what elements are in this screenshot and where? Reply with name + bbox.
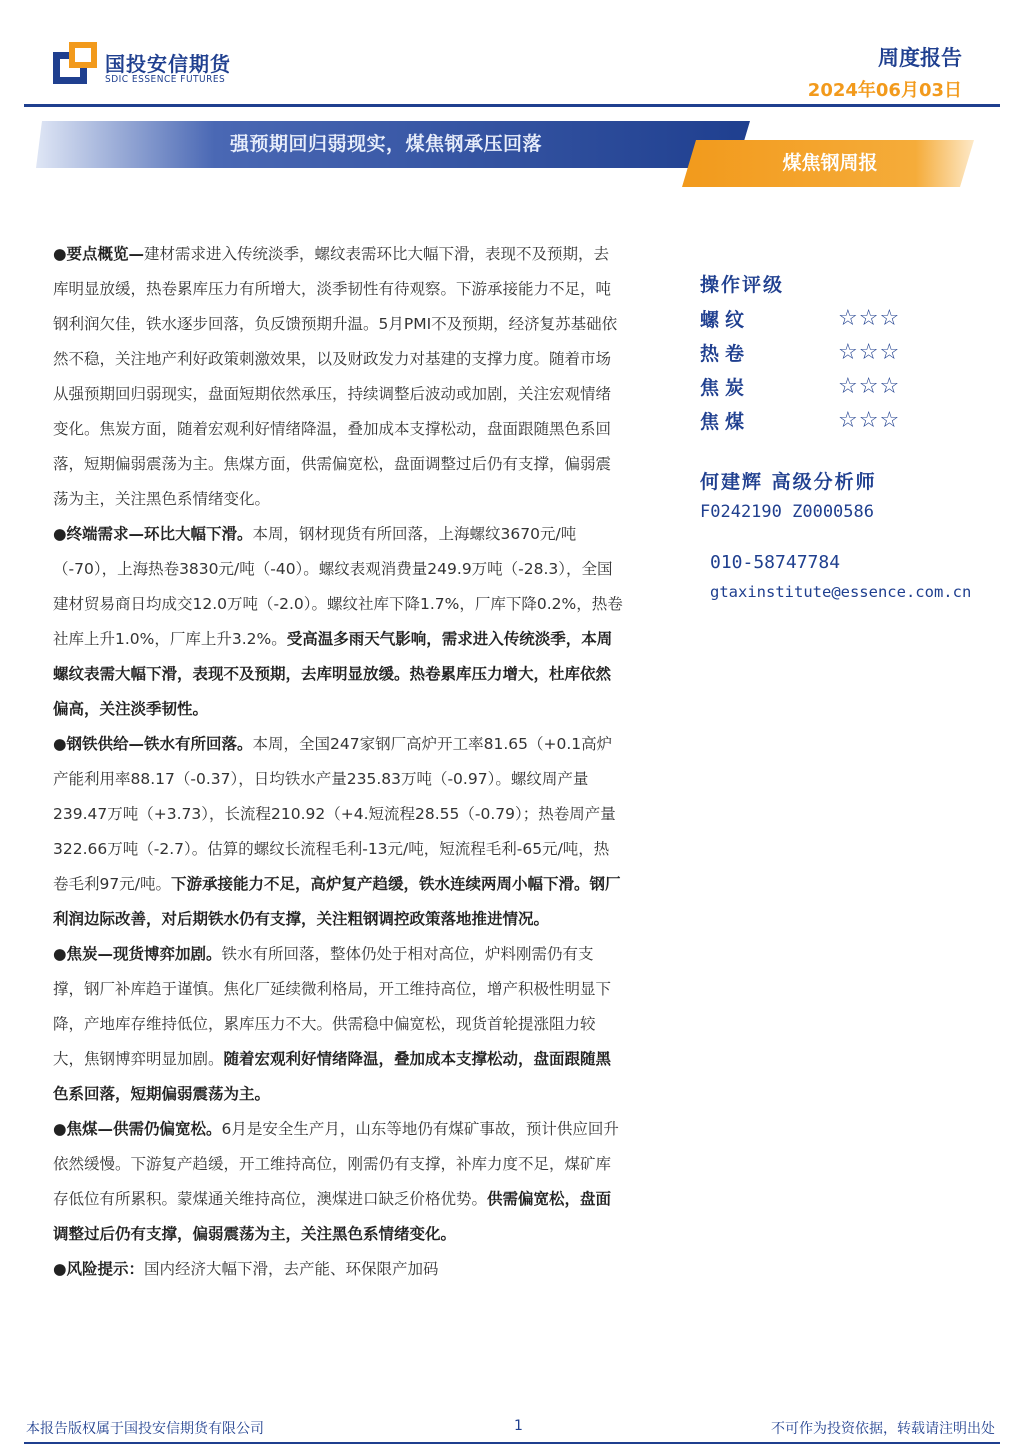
contact-email[interactable]: gtaxinstitute@essence.com.cn bbox=[710, 583, 972, 601]
rating-row bbox=[700, 369, 1020, 403]
paragraph-text: 建材需求进入传统淡季，螺纹表需环比大幅下滑，表现不及预期，去库明显放缓，热卷累库压力有所增大，淡季韧性有待观察。下游承接能力不足，吨钢利润欠佳，铁水逐步回落，负反馈预期升温。5月PMI不及预期，经济复苏基础依然不稳，关注地产利好政策刺激效果，以及财政发力对基建的支撑力度。随着市场从强预期回归弱现实，盘面短期依然承压，持续调整后波动或加剧，关注宏观情绪变化。焦炭方面，随着宏观利好情绪降温，叠加成本支撑松动，盘面跟随黑色系回落，短期偏弱震荡为主。焦煤方面，供需偏宽松，盘面调整过后仍有支撑，偏弱震荡为主，关注黑色系情绪变化。 bbox=[53, 245, 618, 508]
paragraph-text: 国内经济大幅下滑，去产能、环保限产加码 bbox=[144, 1260, 439, 1278]
paragraph-text: 本周，钢材现货有所回落，上海螺纹3670元/吨（-70），上海热卷3830元/吨（-40）。螺纹表观消费量249.9万吨（-28.3），全国建材贸易商日均成交12.0万吨（-2.0）。螺纹社库下降1.7%，厂库下降0.2%，热卷社库上升1.0%，厂库上升3.2%。 bbox=[53, 525, 623, 648]
sidebar bbox=[700, 270, 1020, 601]
rating-label: 螺纹 bbox=[700, 308, 751, 331]
footer-divider bbox=[24, 1442, 1000, 1444]
logo-name-cn: 国投安信期货 bbox=[105, 52, 231, 76]
analyst-name: 何建辉 高级分析师 bbox=[700, 471, 877, 493]
footer-copyright: 本报告版权属于国投安信期货有限公司 bbox=[26, 1421, 264, 1437]
header-divider bbox=[24, 104, 1000, 107]
rating-title: 操作评级 bbox=[700, 274, 785, 296]
rating-label: 焦炭 bbox=[700, 376, 751, 399]
rating-row bbox=[700, 335, 1020, 369]
rating-stars-icon: ☆☆☆ bbox=[838, 305, 901, 331]
report-body bbox=[53, 237, 623, 1287]
rating-stars-icon: ☆☆☆ bbox=[838, 407, 901, 433]
paragraph-coking-coal bbox=[53, 1112, 623, 1252]
rating-stars-icon: ☆☆☆ bbox=[838, 373, 901, 399]
company-logo bbox=[53, 42, 253, 92]
report-date: 2024年06月03日 bbox=[807, 80, 962, 101]
rating-label: 焦煤 bbox=[700, 410, 751, 433]
logo-name-en: SDIC ESSENCE FUTURES bbox=[105, 74, 226, 85]
footer-disclaimer: 不可作为投资依据，转载请注明出处 bbox=[771, 1421, 995, 1437]
paragraph-text: 6月是安全生产月，山东等地仍有煤矿事故，预计供应回升依然缓慢。下游复产趋缓，开工维持高位，刚需仍有支撑，补库力度不足，煤矿库存低位有所累积。蒙煤通关维持高位，澳煤进口缺乏价格优势。 bbox=[53, 1120, 619, 1208]
paragraph-heading: ●焦煤—供需仍偏宽松。 bbox=[53, 1120, 222, 1138]
paragraph-heading: ●要点概览— bbox=[53, 245, 145, 263]
paragraph-risk bbox=[53, 1252, 623, 1287]
analyst-certificate: F0242190 Z0000586 bbox=[700, 502, 874, 522]
paragraph-heading: ●焦炭—现货博弈加剧。 bbox=[53, 945, 222, 963]
report-title: 强预期回归弱现实，煤焦钢承压回落 bbox=[229, 133, 542, 155]
paragraph-emphasis: 受高温多雨天气影响，需求进入传统淡季，本周螺纹表需大幅下滑，表现不及预期，去库明显放缓。热卷累库压力增大，杜库依然偏高，关注淡季韧性。 bbox=[53, 630, 613, 718]
paragraph-summary bbox=[53, 237, 623, 517]
rating-stars-icon: ☆☆☆ bbox=[838, 339, 901, 365]
paragraph-heading: ●钢铁供给—铁水有所回落。 bbox=[53, 735, 253, 753]
report-type: 周度报告 bbox=[878, 46, 962, 70]
paragraph-demand bbox=[53, 517, 623, 727]
paragraph-emphasis: 随着宏观利好情绪降温，叠加成本支撑松动，盘面跟随黑色系回落，短期偏弱震荡为主。 bbox=[53, 1050, 612, 1103]
paragraph-coke bbox=[53, 937, 623, 1112]
rating-row bbox=[700, 301, 1020, 335]
paragraph-emphasis: 供需偏宽松，盘面调整过后仍有支撑，偏弱震荡为主，关注黑色系情绪变化。 bbox=[53, 1190, 612, 1243]
logo-mark-icon bbox=[53, 42, 97, 84]
page-number: 1 bbox=[514, 1418, 523, 1434]
category-tag: 煤焦钢周报 bbox=[782, 152, 878, 174]
paragraph-emphasis: 下游承接能力不足，高炉复产趋缓，铁水连续两周小幅下滑。钢厂利润边际改善，对后期铁水仍有支撑，关注粗钢调控政策落地推进情况。 bbox=[53, 875, 621, 928]
paragraph-supply bbox=[53, 727, 623, 937]
paragraph-text: 本周，全国247家钢厂高炉开工率81.65（+0.1高炉产能利用率88.17（-0.37），日均铁水产量235.83万吨（-0.97）。螺纹周产量239.47万吨（+3.73），长流程210.92（+4.短流程28.55（-0.79）；热卷周产量322.66万吨（-2.7）。估算的螺纹长流程毛利-13元/吨，短流程毛利-65元/吨，热卷毛利97元/吨。 bbox=[53, 735, 616, 893]
rating-row bbox=[700, 403, 1020, 437]
contact-phone[interactable]: 010-58747784 bbox=[710, 552, 841, 573]
rating-label: 热卷 bbox=[700, 342, 751, 365]
paragraph-heading: ●终端需求—环比大幅下滑。 bbox=[53, 525, 253, 543]
paragraph-text: 铁水有所回落，整体仍处于相对高位，炉料刚需仍有支撑，钢厂补库趋于谨慎。焦化厂延续微利格局，开工维持高位，增产积极性明显下降，产地库存维持低位，累库压力不大。供需稳中偏宽松，现货首轮提涨阻力较大，焦钢博弈明显加剧。 bbox=[53, 945, 612, 1068]
paragraph-heading: ●风险提示： bbox=[53, 1260, 145, 1278]
